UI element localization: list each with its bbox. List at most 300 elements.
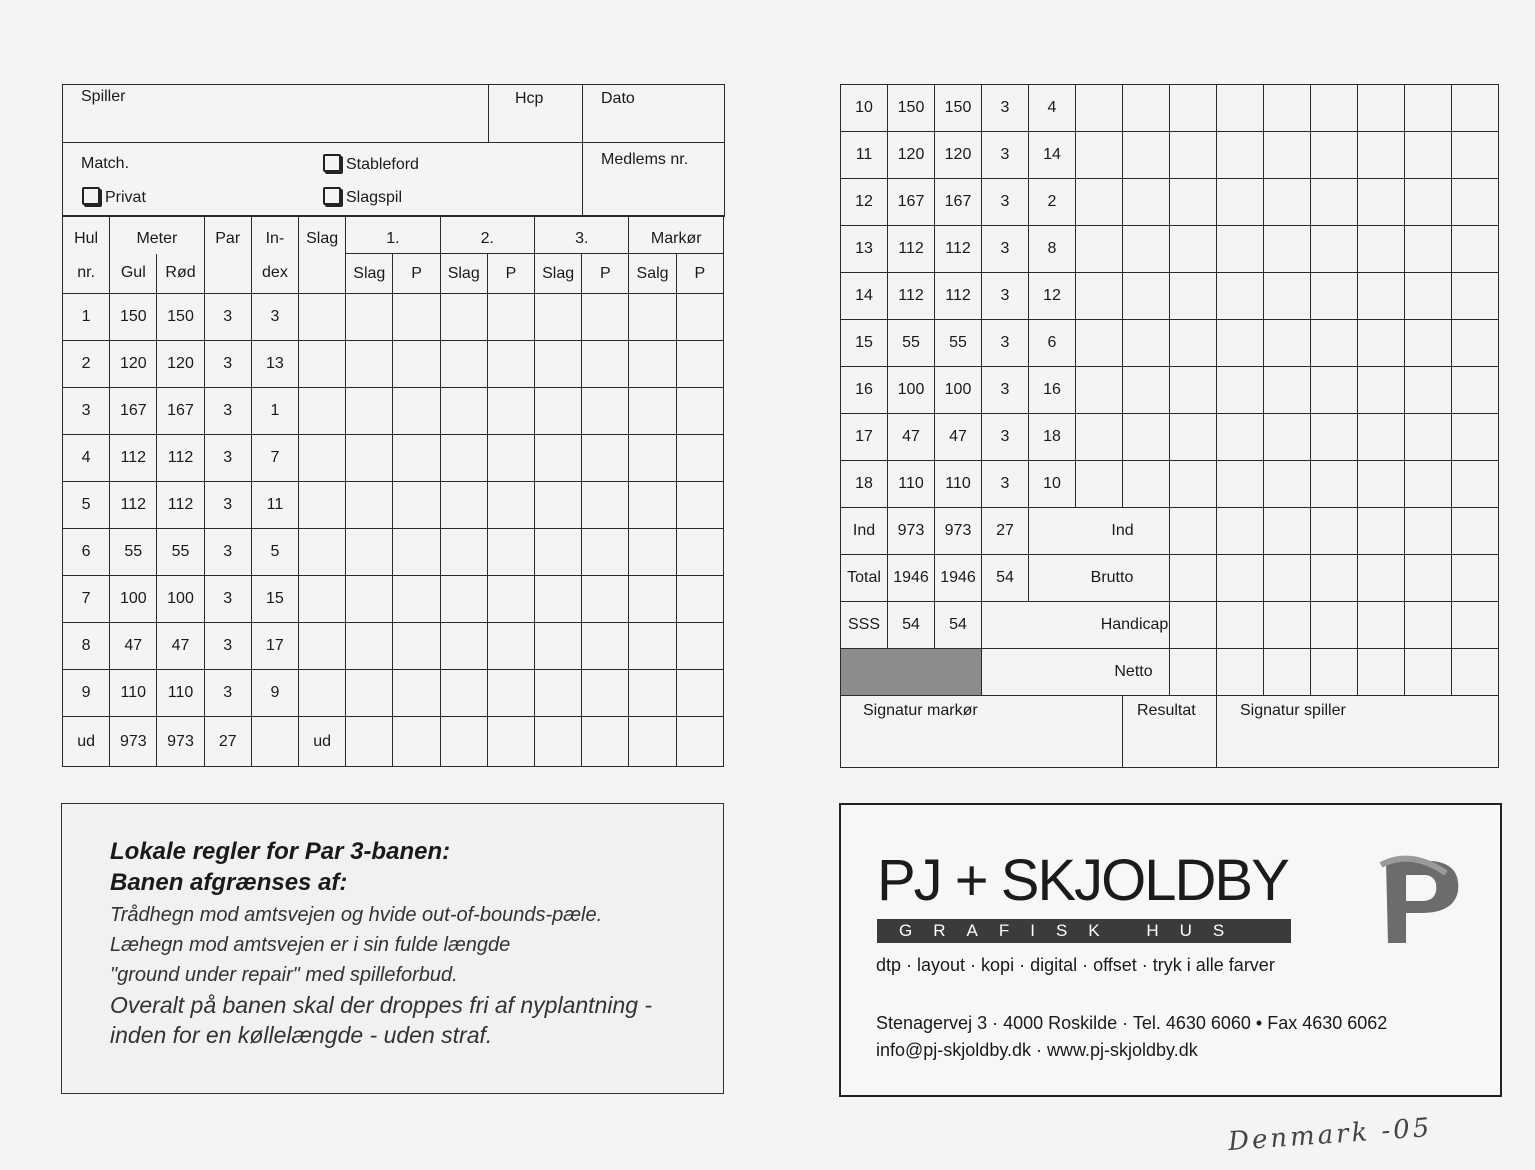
score-cell[interactable] [1264, 273, 1311, 320]
front-hole-index: 9 [251, 670, 298, 717]
score-cell[interactable] [676, 294, 723, 341]
netto-cell[interactable] [1405, 649, 1452, 696]
score-cell[interactable] [346, 717, 393, 767]
match-label: Match. [81, 155, 130, 172]
score-cell[interactable] [1405, 226, 1452, 273]
score-cell[interactable] [1217, 132, 1264, 179]
privat-checkbox[interactable] [82, 187, 100, 205]
round3-header: 3. [535, 216, 629, 254]
handicap-cell[interactable] [1452, 602, 1499, 649]
brutto-cell[interactable] [1358, 555, 1405, 602]
ind-text: Ind [1029, 508, 1170, 555]
score-cell[interactable] [1358, 226, 1405, 273]
rules-line-3: "ground under repair" med spilleforbud. [110, 964, 458, 986]
score-cell[interactable] [1452, 461, 1499, 508]
score-cell[interactable] [676, 623, 723, 670]
score-cell[interactable] [1076, 414, 1123, 461]
score-cell[interactable] [299, 623, 346, 670]
score-cell[interactable] [1452, 226, 1499, 273]
score-cell[interactable] [1217, 179, 1264, 226]
score-cell[interactable] [440, 341, 487, 388]
markor-p-header: P [676, 254, 723, 294]
netto-label: Netto [982, 649, 1170, 696]
front-hole-gul: 112 [110, 482, 157, 529]
rules-line-1: Trådhegn mod amtsvejen og hvide out-of-bounds-pæle. [110, 904, 603, 926]
markor-salg-header: Salg [629, 254, 676, 294]
score-cell[interactable] [629, 482, 676, 529]
back-hole-gul: 167 [888, 179, 935, 226]
front-hole-rod: 112 [157, 435, 204, 482]
score-cell[interactable] [440, 435, 487, 482]
score-cell[interactable] [676, 435, 723, 482]
score-cell[interactable] [1123, 461, 1170, 508]
score-cell[interactable] [1217, 320, 1264, 367]
brutto-cell[interactable] [1311, 555, 1358, 602]
score-cell[interactable] [299, 388, 346, 435]
slagspil-option[interactable] [323, 187, 402, 207]
score-cell[interactable] [393, 529, 440, 576]
contact-text: info@pj-skjoldby.dk · www.pj-skjoldby.dk [876, 1040, 1198, 1060]
handicap-cell[interactable] [1358, 602, 1405, 649]
score-cell[interactable] [1264, 367, 1311, 414]
front-hole-gul: 100 [110, 576, 157, 623]
score-cell[interactable] [582, 435, 629, 482]
back-hole-gul: 100 [888, 367, 935, 414]
front-hole-hul: 7 [63, 576, 110, 623]
front-hole-rod: 120 [157, 341, 204, 388]
score-cell[interactable] [1123, 132, 1170, 179]
score-cell[interactable] [582, 294, 629, 341]
back-hole-par: 3 [982, 273, 1029, 320]
back-hole-par: 3 [982, 85, 1029, 132]
score-cell[interactable] [676, 529, 723, 576]
score-cell[interactable] [629, 341, 676, 388]
score-cell[interactable] [1123, 320, 1170, 367]
back-hole-par: 3 [982, 132, 1029, 179]
score-cell[interactable] [1170, 273, 1217, 320]
score-cell[interactable] [1311, 85, 1358, 132]
score-cell[interactable] [393, 388, 440, 435]
back-hole-hul: 11 [841, 132, 888, 179]
score-cell[interactable] [1452, 85, 1499, 132]
score-cell[interactable] [1358, 179, 1405, 226]
score-cell[interactable] [676, 341, 723, 388]
back-hole-row [841, 85, 1499, 132]
score-cell[interactable] [1264, 226, 1311, 273]
ud-slag: ud [299, 717, 346, 767]
brutto-cell[interactable] [1264, 555, 1311, 602]
score-cell[interactable] [393, 717, 440, 767]
signatur-spiller-label: Signatur spiller [1240, 702, 1346, 719]
score-cell[interactable] [629, 388, 676, 435]
front-hole-gul: 110 [110, 670, 157, 717]
score-cell[interactable] [346, 388, 393, 435]
score-cell[interactable] [1311, 273, 1358, 320]
score-cell[interactable] [1358, 367, 1405, 414]
resultat-field[interactable] [1123, 696, 1217, 768]
ind-cell[interactable] [1358, 508, 1405, 555]
score-cell[interactable] [676, 717, 723, 767]
score-cell[interactable] [582, 388, 629, 435]
score-cell[interactable] [1311, 179, 1358, 226]
handicap-cell[interactable] [1217, 602, 1264, 649]
score-cell[interactable] [1217, 414, 1264, 461]
score-cell[interactable] [487, 341, 534, 388]
score-cell[interactable] [535, 388, 582, 435]
score-cell[interactable] [1405, 85, 1452, 132]
score-cell[interactable] [629, 435, 676, 482]
score-cell[interactable] [299, 294, 346, 341]
signatur-spiller-field[interactable] [1217, 696, 1499, 768]
score-cell[interactable] [440, 717, 487, 767]
brand-name: PJ + SKJOLDBY [877, 848, 1288, 913]
score-cell[interactable] [1217, 367, 1264, 414]
score-cell[interactable] [1452, 132, 1499, 179]
ind-cell[interactable] [1170, 508, 1217, 555]
score-cell[interactable] [535, 341, 582, 388]
score-cell[interactable] [487, 576, 534, 623]
score-cell[interactable] [440, 670, 487, 717]
score-cell[interactable] [1217, 461, 1264, 508]
score-cell[interactable] [1170, 226, 1217, 273]
front-nine-table [62, 215, 724, 767]
stableford-label: Stableford [346, 156, 419, 173]
ind-rod: 973 [935, 508, 982, 555]
back-hole-rod: 112 [935, 226, 982, 273]
score-cell[interactable] [346, 670, 393, 717]
front-hole-row [63, 388, 724, 435]
score-cell[interactable] [535, 529, 582, 576]
score-cell[interactable] [1217, 273, 1264, 320]
brutto-cell[interactable] [1405, 555, 1452, 602]
score-cell[interactable] [1217, 85, 1264, 132]
score-cell[interactable] [629, 717, 676, 767]
front-hole-gul: 167 [110, 388, 157, 435]
score-cell[interactable] [393, 341, 440, 388]
front-hole-index: 11 [251, 482, 298, 529]
back-hole-index: 2 [1029, 179, 1076, 226]
score-cell[interactable] [1076, 85, 1123, 132]
score-cell[interactable] [1123, 367, 1170, 414]
score-cell[interactable] [1452, 179, 1499, 226]
back-hole-rod: 112 [935, 273, 982, 320]
score-cell[interactable] [487, 435, 534, 482]
score-cell[interactable] [1405, 320, 1452, 367]
score-cell[interactable] [487, 717, 534, 767]
score-cell[interactable] [393, 294, 440, 341]
stableford-checkbox[interactable] [323, 154, 341, 172]
score-cell[interactable] [487, 670, 534, 717]
score-cell[interactable] [1076, 367, 1123, 414]
front-hole-gul: 47 [110, 623, 157, 670]
score-cell[interactable] [440, 529, 487, 576]
front-hole-hul: 2 [63, 341, 110, 388]
brutto-cell[interactable] [1170, 555, 1217, 602]
score-cell[interactable] [393, 623, 440, 670]
handicap-cell[interactable] [1311, 602, 1358, 649]
score-cell[interactable] [1405, 179, 1452, 226]
handicap-cell[interactable] [1170, 602, 1217, 649]
score-cell[interactable] [440, 623, 487, 670]
score-cell[interactable] [535, 717, 582, 767]
front-hole-hul: 9 [63, 670, 110, 717]
r1-p-header: P [393, 254, 440, 294]
score-cell[interactable] [676, 482, 723, 529]
back-hole-hul: 12 [841, 179, 888, 226]
score-cell[interactable] [299, 529, 346, 576]
netto-cell[interactable] [1311, 649, 1358, 696]
front-hole-rod: 167 [157, 388, 204, 435]
netto-cell[interactable] [1170, 649, 1217, 696]
privat-label: Privat [105, 189, 146, 206]
slagspil-checkbox[interactable] [323, 187, 341, 205]
score-cell[interactable] [440, 482, 487, 529]
score-cell[interactable] [1452, 273, 1499, 320]
stableford-option[interactable] [323, 154, 419, 174]
hul-header: Hul [63, 216, 110, 254]
score-cell[interactable] [1170, 85, 1217, 132]
ind-cell[interactable] [1264, 508, 1311, 555]
index-header-2: dex [251, 254, 298, 294]
local-rules-box [61, 803, 724, 1094]
score-cell[interactable] [1076, 273, 1123, 320]
score-cell[interactable] [440, 388, 487, 435]
front-hole-hul: 6 [63, 529, 110, 576]
total-gul: 1946 [888, 555, 935, 602]
ud-index [251, 717, 298, 767]
score-cell[interactable] [1264, 85, 1311, 132]
privat-option[interactable] [82, 187, 146, 207]
score-cell[interactable] [582, 623, 629, 670]
front-hole-par: 3 [204, 294, 251, 341]
score-cell[interactable] [1452, 367, 1499, 414]
score-cell[interactable] [1170, 367, 1217, 414]
front-hole-par: 3 [204, 670, 251, 717]
score-cell[interactable] [1170, 132, 1217, 179]
score-cell[interactable] [676, 670, 723, 717]
score-cell[interactable] [1264, 179, 1311, 226]
score-cell[interactable] [346, 341, 393, 388]
score-cell[interactable] [582, 717, 629, 767]
score-cell[interactable] [1405, 461, 1452, 508]
score-cell[interactable] [393, 670, 440, 717]
score-cell[interactable] [346, 623, 393, 670]
front-hole-row [63, 670, 724, 717]
score-cell[interactable] [487, 482, 534, 529]
score-cell[interactable] [582, 529, 629, 576]
score-cell[interactable] [1452, 320, 1499, 367]
ind-cell[interactable] [1217, 508, 1264, 555]
back-nine-table [840, 84, 1499, 768]
brutto-cell[interactable] [1452, 555, 1499, 602]
r3-slag-header: Slag [535, 254, 582, 294]
index-header-1: In- [251, 216, 298, 254]
score-cell[interactable] [1123, 85, 1170, 132]
score-cell[interactable] [346, 482, 393, 529]
score-cell[interactable] [1076, 461, 1123, 508]
score-cell[interactable] [393, 482, 440, 529]
back-hole-rod: 47 [935, 414, 982, 461]
score-cell[interactable] [1076, 226, 1123, 273]
score-cell[interactable] [346, 576, 393, 623]
score-cell[interactable] [676, 576, 723, 623]
score-cell[interactable] [346, 435, 393, 482]
p-logo-icon [1376, 851, 1466, 951]
sponsor-ad [839, 803, 1502, 1097]
score-cell[interactable] [582, 576, 629, 623]
score-cell[interactable] [1358, 414, 1405, 461]
back-hole-hul: 16 [841, 367, 888, 414]
sss-label: SSS [841, 602, 888, 649]
score-cell[interactable] [629, 670, 676, 717]
score-cell[interactable] [676, 388, 723, 435]
r2-p-header: P [487, 254, 534, 294]
netto-cell[interactable] [1217, 649, 1264, 696]
back-hole-index: 18 [1029, 414, 1076, 461]
score-cell[interactable] [1358, 85, 1405, 132]
front-hole-index: 15 [251, 576, 298, 623]
score-cell[interactable] [1405, 273, 1452, 320]
score-cell[interactable] [1311, 132, 1358, 179]
score-cell[interactable] [629, 294, 676, 341]
slag-header: Slag [299, 216, 346, 254]
back-hole-row [841, 461, 1499, 508]
total-par: 54 [982, 555, 1029, 602]
score-cell[interactable] [487, 623, 534, 670]
round1-header: 1. [346, 216, 440, 254]
meter-header: Meter [110, 216, 204, 254]
score-cell[interactable] [1170, 179, 1217, 226]
score-cell[interactable] [393, 435, 440, 482]
score-cell[interactable] [535, 670, 582, 717]
ind-cell[interactable] [1452, 508, 1499, 555]
score-cell[interactable] [535, 435, 582, 482]
score-cell[interactable] [629, 529, 676, 576]
score-cell[interactable] [346, 529, 393, 576]
back-hole-gul: 120 [888, 132, 935, 179]
score-cell[interactable] [1123, 226, 1170, 273]
score-cell[interactable] [1405, 414, 1452, 461]
score-cell[interactable] [299, 435, 346, 482]
score-cell[interactable] [440, 294, 487, 341]
front-hole-row [63, 341, 724, 388]
front-hole-index: 3 [251, 294, 298, 341]
front-hole-hul: 1 [63, 294, 110, 341]
score-cell[interactable] [393, 576, 440, 623]
score-cell[interactable] [1264, 414, 1311, 461]
back-hole-index: 10 [1029, 461, 1076, 508]
score-cell[interactable] [535, 482, 582, 529]
score-cell[interactable] [1123, 273, 1170, 320]
handicap-cell[interactable] [1405, 602, 1452, 649]
round2-header: 2. [440, 216, 534, 254]
par-header: Par [204, 216, 251, 254]
total-rod: 1946 [935, 555, 982, 602]
score-cell[interactable] [1358, 273, 1405, 320]
address-text: Stenagervej 3 · 4000 Roskilde · Tel. 4630 6060 • Fax 4630 6062 [876, 1013, 1388, 1033]
score-cell[interactable] [582, 670, 629, 717]
score-cell[interactable] [487, 388, 534, 435]
score-cell[interactable] [535, 623, 582, 670]
score-cell[interactable] [299, 482, 346, 529]
score-cell[interactable] [629, 576, 676, 623]
netto-cell[interactable] [1358, 649, 1405, 696]
ind-label: Ind [841, 508, 888, 555]
score-cell[interactable] [1311, 320, 1358, 367]
score-cell[interactable] [1264, 132, 1311, 179]
score-cell[interactable] [1076, 132, 1123, 179]
ind-cell[interactable] [1311, 508, 1358, 555]
back-hole-index: 16 [1029, 367, 1076, 414]
score-cell[interactable] [1170, 461, 1217, 508]
score-cell[interactable] [1358, 132, 1405, 179]
front-hole-rod: 47 [157, 623, 204, 670]
score-cell[interactable] [1452, 414, 1499, 461]
back-hole-rod: 55 [935, 320, 982, 367]
score-cell[interactable] [487, 294, 534, 341]
score-cell[interactable] [1217, 226, 1264, 273]
score-cell[interactable] [629, 623, 676, 670]
brutto-cell[interactable] [1217, 555, 1264, 602]
score-cell[interactable] [1123, 414, 1170, 461]
netto-cell[interactable] [1264, 649, 1311, 696]
back-hole-row [841, 320, 1499, 367]
back-hole-row [841, 367, 1499, 414]
score-cell[interactable] [346, 294, 393, 341]
rod-header: Rød [157, 254, 204, 294]
back-hole-gul: 55 [888, 320, 935, 367]
front-hole-par: 3 [204, 388, 251, 435]
score-cell[interactable] [1405, 132, 1452, 179]
score-cell[interactable] [1311, 226, 1358, 273]
front-hole-hul: 5 [63, 482, 110, 529]
score-cell[interactable] [487, 529, 534, 576]
netto-cell[interactable] [1452, 649, 1499, 696]
score-cell[interactable] [1170, 320, 1217, 367]
score-cell[interactable] [1358, 461, 1405, 508]
score-cell[interactable] [1170, 414, 1217, 461]
score-cell[interactable] [1311, 414, 1358, 461]
score-cell[interactable] [535, 294, 582, 341]
score-cell[interactable] [299, 576, 346, 623]
score-cell[interactable] [582, 482, 629, 529]
score-cell[interactable] [440, 576, 487, 623]
score-cell[interactable] [1405, 367, 1452, 414]
ud-row [63, 717, 724, 767]
score-cell[interactable] [1358, 320, 1405, 367]
score-cell[interactable] [1311, 461, 1358, 508]
score-cell[interactable] [1264, 320, 1311, 367]
score-cell[interactable] [299, 341, 346, 388]
score-cell[interactable] [1311, 367, 1358, 414]
score-cell[interactable] [1076, 179, 1123, 226]
back-hole-row [841, 226, 1499, 273]
back-hole-hul: 10 [841, 85, 888, 132]
back-hole-rod: 120 [935, 132, 982, 179]
total-label: Total [841, 555, 888, 602]
score-cell[interactable] [299, 670, 346, 717]
back-hole-par: 3 [982, 320, 1029, 367]
handicap-cell[interactable] [1264, 602, 1311, 649]
score-cell[interactable] [582, 341, 629, 388]
front-hole-rod: 150 [157, 294, 204, 341]
signatur-markor-field[interactable] [841, 696, 1123, 768]
score-cell[interactable] [535, 576, 582, 623]
ind-cell[interactable] [1405, 508, 1452, 555]
score-cell[interactable] [1076, 320, 1123, 367]
score-cell[interactable] [1123, 179, 1170, 226]
score-cell[interactable] [1264, 461, 1311, 508]
